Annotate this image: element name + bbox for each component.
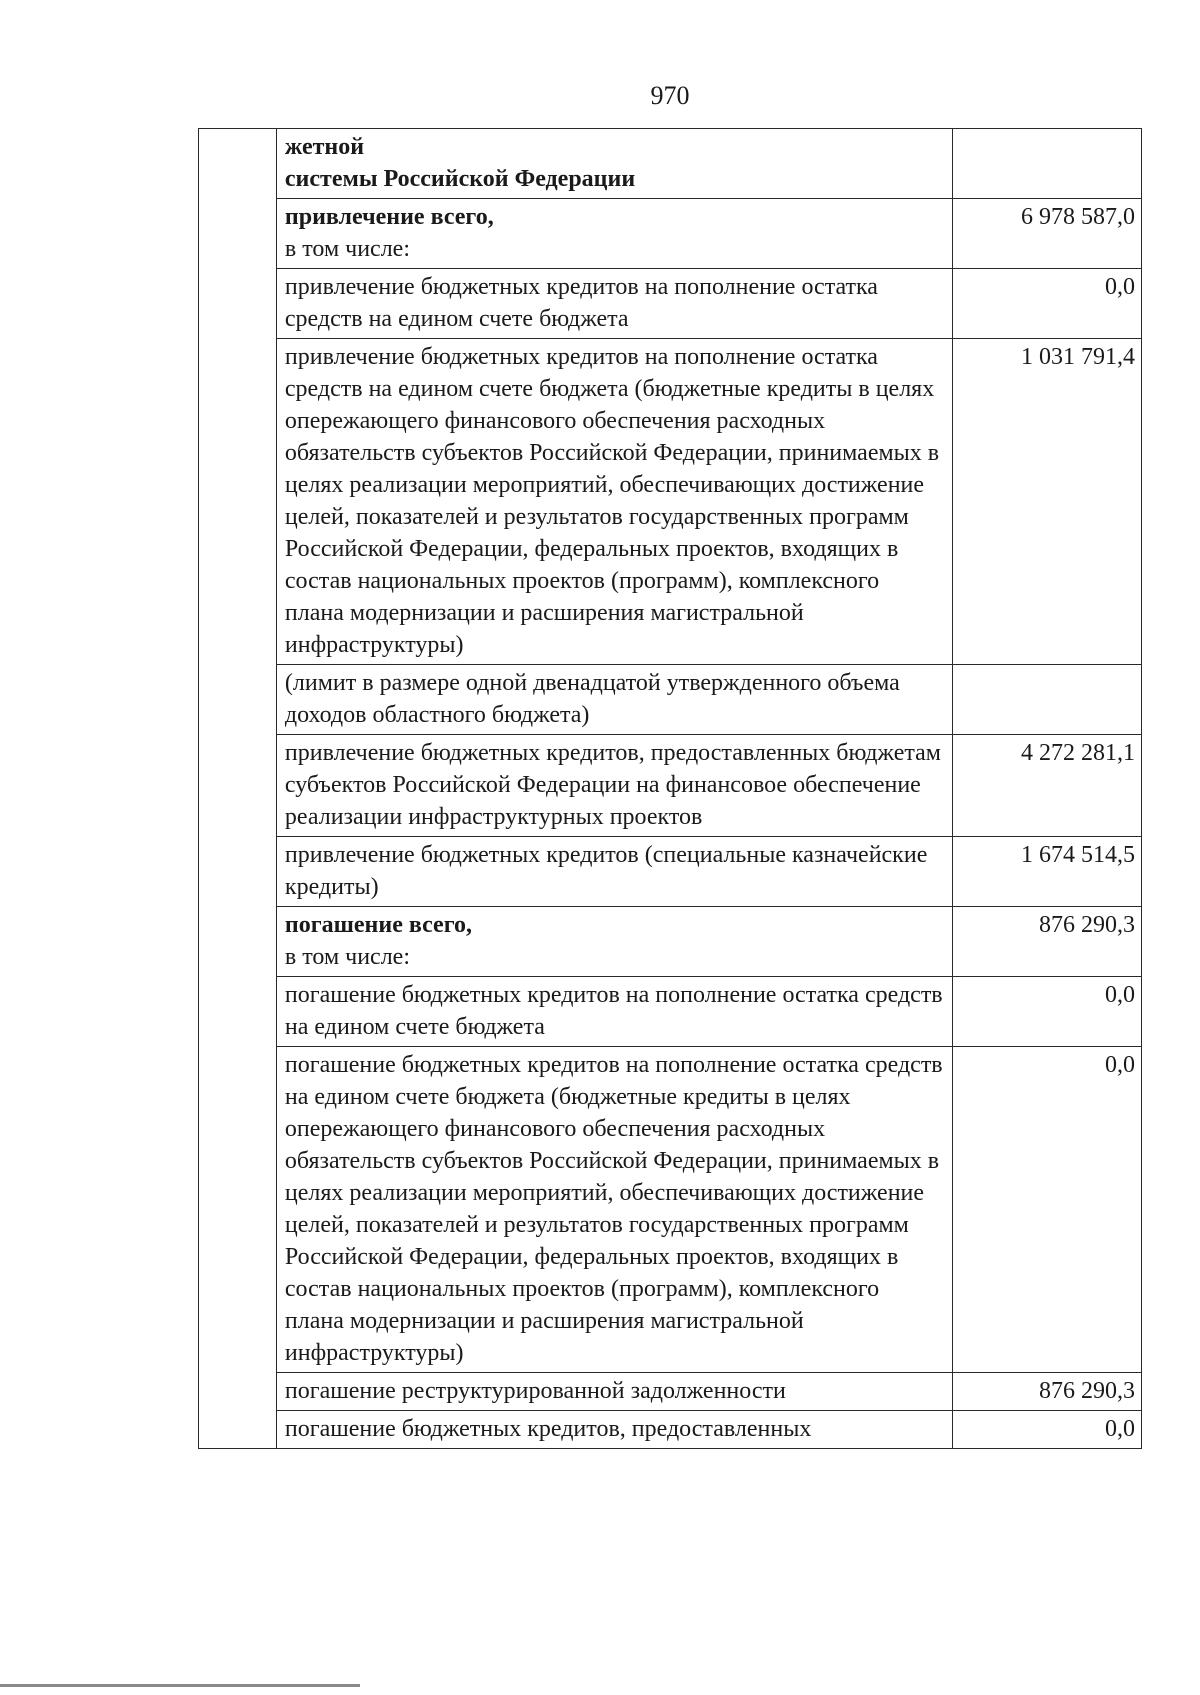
code-cell [199, 907, 277, 977]
amount-cell: 4 272 281,1 [952, 735, 1141, 837]
code-cell [199, 837, 277, 907]
code-cell [199, 339, 277, 665]
code-cell [199, 1373, 277, 1411]
table-row [199, 339, 1142, 665]
table-row [199, 837, 1142, 907]
code-cell [199, 199, 277, 269]
amount-cell: 1 031 791,4 [952, 339, 1141, 665]
amount-cell: 0,0 [952, 977, 1141, 1047]
table-row [199, 977, 1142, 1047]
name-cell: привлечение бюджетных кредитов на пополнение остатка средств на едином счете бюджета (бюджетные кредиты в целях опережающего финансового обеспечения расходных обязательств субъектов Российской Федерации, принимаемых в целях реализации мероприятий, обеспечивающих достижение целей, показателей и результатов государственных программ Российской Федерации, федеральных проектов, входящих в состав национальных проектов (программ), комплексного плана модернизации и расширения магистральной инфраструктуры) [276, 339, 952, 665]
row-heading: системы Российской Федерации [284, 166, 636, 192]
code-cell [199, 1047, 277, 1373]
amount-cell: 6 978 587,0 [952, 199, 1141, 269]
name-cell [276, 129, 952, 199]
table-row [199, 269, 1142, 339]
amount-cell: 876 290,3 [952, 907, 1141, 977]
table-row [199, 665, 1142, 735]
name-cell: погашение бюджетных кредитов на пополнение остатка средств на едином счете бюджета [276, 977, 952, 1047]
code-cell [199, 977, 277, 1047]
name-cell: (лимит в размере одной двенадцатой утвержденного объема доходов областного бюджета) [276, 665, 952, 735]
amount-cell: 0,0 [952, 269, 1141, 339]
amount-cell: 1 674 514,5 [952, 837, 1141, 907]
row-heading: погашение всего, [284, 912, 473, 938]
code-cell [199, 1411, 277, 1449]
row-heading: привлечение всего, [284, 204, 494, 230]
table-row [199, 1047, 1142, 1373]
amount-cell: 0,0 [952, 1411, 1141, 1449]
footer-rule [0, 1684, 360, 1687]
table-row [199, 199, 1142, 269]
name-cell: привлечение бюджетных кредитов на пополнение остатка средств на едином счете бюджета [276, 269, 952, 339]
row-text: в том числе: [284, 944, 411, 970]
table-row [199, 1411, 1142, 1449]
page-number: 970 [650, 81, 690, 110]
code-cell [199, 665, 277, 735]
name-cell: привлечение бюджетных кредитов, предоставленных бюджетам субъектов Российской Федерации на финансовое обеспечение реализации инфраструктурных проектов [276, 735, 952, 837]
name-cell [276, 199, 952, 269]
name-cell: погашение бюджетных кредитов, предоставленных [276, 1411, 952, 1449]
code-cell [199, 269, 277, 339]
amount-cell: 0,0 [952, 1047, 1141, 1373]
code-cell [199, 735, 277, 837]
code-cell [199, 129, 277, 199]
row-text: в том числе: [284, 236, 411, 262]
name-cell [276, 907, 952, 977]
name-cell: погашение бюджетных кредитов на пополнение остатка средств на едином счете бюджета (бюджетные кредиты в целях опережающего финансового обеспечения расходных обязательств субъектов Российской Федерации, принимаемых в целях реализации мероприятий, обеспечивающих достижение целей, показателей и результатов государственных программ Российской Федерации, федеральных проектов, входящих в состав национальных проектов (программ), комплексного плана модернизации и расширения магистральной инфраструктуры) [276, 1047, 952, 1373]
name-cell: привлечение бюджетных кредитов (специальные казначейские кредиты) [276, 837, 952, 907]
table-row [199, 735, 1142, 837]
amount-cell [952, 665, 1141, 735]
budget-table [198, 128, 1142, 1449]
table-row [199, 129, 1142, 199]
table-row [199, 1373, 1142, 1411]
amount-cell [952, 129, 1141, 199]
amount-cell: 876 290,3 [952, 1373, 1141, 1411]
table-row [199, 907, 1142, 977]
name-cell: погашение реструктурированной задолженности [276, 1373, 952, 1411]
row-heading: жетной [284, 134, 365, 160]
